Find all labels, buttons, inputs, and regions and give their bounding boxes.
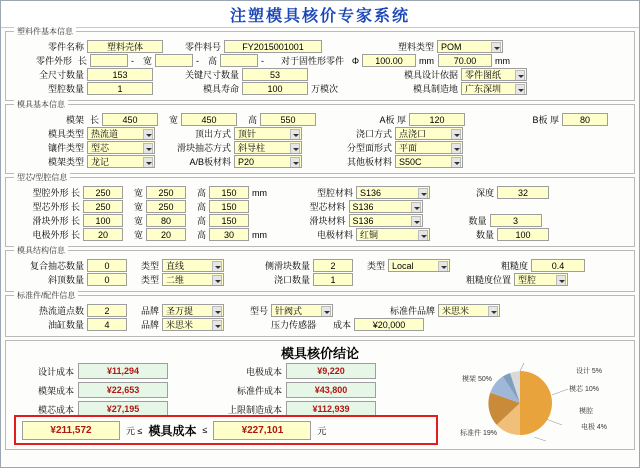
slider-width-field[interactable]: 80 xyxy=(146,214,186,227)
final-cost-low-unit: 元 ≤ xyxy=(126,425,143,436)
other-material-label: 其他板材料 xyxy=(346,157,392,167)
size-length-field[interactable] xyxy=(90,54,128,67)
plastic-type-value: POM xyxy=(441,42,462,52)
part-size-label: 零件外形 xyxy=(35,56,72,66)
row-cavity-size xyxy=(10,186,630,199)
core-height-field[interactable]: 150 xyxy=(209,200,249,213)
chevron-down-icon[interactable] xyxy=(212,261,222,272)
chevron-down-icon[interactable] xyxy=(418,230,428,241)
upper-manufacturing-cost-label: 上限制造成本 xyxy=(227,404,282,415)
chevron-down-icon[interactable] xyxy=(290,157,300,168)
plastic-type-label: 塑料类型 xyxy=(397,42,434,52)
plate-a-field[interactable]: 120 xyxy=(409,113,465,126)
diameter-symbol-label: Φ xyxy=(351,55,359,66)
slider-material-value: S136 xyxy=(352,216,374,226)
diameter-field[interactable]: 100.00 xyxy=(362,54,416,67)
design-cost-label: 设计成本 xyxy=(37,366,74,377)
parting-select[interactable] xyxy=(395,141,463,154)
side-core-field[interactable]: 2 xyxy=(313,259,353,272)
key-qty-label: 关键尺寸数量 xyxy=(184,70,239,80)
roughness-position-label: 粗糙度位置 xyxy=(465,275,511,285)
electrode-cost-label: 电极成本 xyxy=(245,366,282,377)
eject-select[interactable] xyxy=(234,127,302,140)
ab-material-select[interactable] xyxy=(234,155,302,168)
pie-label-electrode: 电极 4% xyxy=(580,424,608,431)
diameter-unit: mm xyxy=(419,55,434,66)
mold-base-length-label: 长 xyxy=(89,115,99,125)
mold-base-width-label: 宽 xyxy=(168,115,178,125)
mold-base-height-label: 高 xyxy=(247,115,257,125)
conclusion-panel xyxy=(5,340,635,450)
side-core-type-label: 类型 xyxy=(366,261,385,271)
gate-type-label: 浇口方式 xyxy=(355,129,392,139)
price-basis-label: 模具设计依据 xyxy=(403,70,458,80)
chevron-down-icon[interactable] xyxy=(515,70,525,81)
cost-breakdown-grid xyxy=(12,363,412,420)
electrode-width-label: 宽 xyxy=(133,230,143,240)
mold-type-value: 热流道 xyxy=(91,129,119,139)
cavity-depth-field[interactable]: 32 xyxy=(497,186,549,199)
cylinder-field[interactable]: 4 xyxy=(87,318,127,331)
plate-b-label: B板 厚 xyxy=(532,115,559,125)
origin-label: 模具制造地 xyxy=(413,84,459,94)
slider-method-value: 斜导柱 xyxy=(238,143,266,153)
standard-parts-cost-label: 标准件成本 xyxy=(236,385,282,396)
electrode-height-label: 高 xyxy=(196,230,206,240)
incline-type-select[interactable] xyxy=(162,273,224,286)
ab-material-value: P20 xyxy=(238,157,255,167)
origin-value: 广东深圳 xyxy=(465,84,502,94)
mold-base-length-field[interactable]: 450 xyxy=(102,113,158,126)
chevron-down-icon[interactable] xyxy=(411,216,421,227)
eject-value: 顶针 xyxy=(238,129,257,139)
slider-width-label: 宽 xyxy=(133,216,143,226)
size-height-label: 高 xyxy=(207,56,217,66)
multi-core-type-value: 直线 xyxy=(166,261,185,271)
rotational-height-field[interactable]: 70.00 xyxy=(438,54,492,67)
size-length-label: 长 xyxy=(77,56,87,66)
chevron-down-icon[interactable] xyxy=(451,157,461,168)
electrode-material-label: 电极材料 xyxy=(316,230,353,240)
cavity-count-label: 型腔数量 xyxy=(47,84,84,94)
mold-life-label: 模具寿命 xyxy=(202,84,239,94)
chevron-down-icon[interactable] xyxy=(418,188,428,199)
group-legend-cavity-core: 型芯/型腔信息 xyxy=(14,172,70,183)
chevron-down-icon[interactable] xyxy=(451,129,461,140)
row-insert-type xyxy=(10,141,630,154)
rotational-part-label: 对于固性形零件 xyxy=(280,56,344,66)
mold-type-select[interactable] xyxy=(87,127,155,140)
sensor-cost-field[interactable]: ¥20,000 xyxy=(354,318,424,331)
row-part-name xyxy=(10,40,630,53)
cavity-height-label: 高 xyxy=(196,188,206,198)
mold-life-field[interactable]: 100 xyxy=(242,82,308,95)
slider-method-select[interactable] xyxy=(234,141,302,154)
upper-manufacturing-cost-value: ¥112,939 xyxy=(286,401,376,417)
hot-runner-model-select[interactable] xyxy=(271,304,333,317)
design-cost-value: ¥11,294 xyxy=(78,363,168,379)
side-core-type-value: Local xyxy=(392,261,414,271)
insert-type-select[interactable] xyxy=(87,141,155,154)
pie-chart-svg xyxy=(434,359,630,445)
gate-count-field[interactable]: 1 xyxy=(313,273,353,286)
cylinder-brand-select[interactable] xyxy=(162,318,224,331)
conclusion-title: 模具核价结论 xyxy=(280,346,359,361)
slider-method-label: 滑块抽芯方式 xyxy=(176,143,231,153)
core-width-label: 宽 xyxy=(133,202,143,212)
group-cavity-core-info xyxy=(5,173,635,247)
final-cost-high-unit: 元 xyxy=(317,425,327,436)
slider-qty-label: 数量 xyxy=(468,216,487,226)
sensor-label: 压力传感器 xyxy=(270,320,316,330)
cavity-size-unit: mm xyxy=(252,187,267,198)
core-width-field[interactable]: 250 xyxy=(146,200,186,213)
chevron-down-icon[interactable] xyxy=(290,129,300,140)
group-legend-structure: 模具结构信息 xyxy=(14,245,68,256)
incline-type-label: 类型 xyxy=(140,275,159,285)
electrode-size-label: 电极外形 长 xyxy=(32,230,80,240)
pie-label-standard: 标准件 19% xyxy=(460,430,497,437)
cavity-material-select[interactable] xyxy=(356,186,430,199)
total-qty-field[interactable]: 153 xyxy=(87,68,153,81)
row-slider-size xyxy=(10,214,630,227)
chevron-down-icon[interactable] xyxy=(491,42,501,53)
incline-label: 斜顶数量 xyxy=(47,275,84,285)
slider-qty-field[interactable]: 3 xyxy=(490,214,542,227)
frame-type-select[interactable] xyxy=(87,155,155,168)
part-no-field[interactable]: FY2015001001 xyxy=(224,40,322,53)
title-bar xyxy=(1,1,639,28)
row-cavity-life xyxy=(10,82,630,95)
row-part-size: 零件外形 长 - 宽 - 高 - 对于固性形零件 Φ 100.00 mm 70.00 mm xyxy=(10,54,630,67)
roughness-label: 粗糙度 xyxy=(500,261,528,271)
hot-runner-label: 热流道点数 xyxy=(38,306,84,316)
mold-base-width-field[interactable]: 450 xyxy=(181,113,237,126)
hot-runner-brand-value: 圣万提 xyxy=(166,306,194,316)
size-width-label: 宽 xyxy=(142,56,152,66)
electrode-width-field[interactable]: 20 xyxy=(146,228,186,241)
electrode-height-field[interactable]: 30 xyxy=(209,228,249,241)
electrode-cost-value: ¥9,220 xyxy=(286,363,376,379)
cavity-width-label: 宽 xyxy=(133,188,143,198)
row-hot-runner xyxy=(10,304,630,317)
size-height-field[interactable] xyxy=(220,54,258,67)
cavity-width-field[interactable]: 250 xyxy=(146,186,186,199)
core-material-select[interactable] xyxy=(349,200,423,213)
mold-base-label: 模架 xyxy=(65,115,84,125)
frame-type-value: 龙记 xyxy=(91,157,110,167)
hot-runner-model-label: 型号 xyxy=(249,306,268,316)
slider-height-label: 高 xyxy=(196,216,206,226)
parting-label: 分型面形式 xyxy=(346,143,392,153)
incline-type-value: 二维 xyxy=(166,275,185,285)
group-mold-structure-info xyxy=(5,246,635,292)
core-cost-value: ¥27,195 xyxy=(78,401,168,417)
other-material-select[interactable] xyxy=(395,155,463,168)
incline-field[interactable]: 0 xyxy=(87,273,127,286)
group-standard-parts-info xyxy=(5,291,635,337)
roughness-position-select[interactable] xyxy=(514,273,568,286)
row-frame-type xyxy=(10,155,630,168)
group-legend-part-basic: 塑料件基本信息 xyxy=(14,26,76,37)
row-dimension-counts xyxy=(10,68,630,81)
electrode-size-unit: mm xyxy=(252,229,267,240)
chevron-down-icon[interactable] xyxy=(451,143,461,154)
multi-core-label: 复合抽芯数量 xyxy=(29,261,84,271)
hot-runner-brand-label: 品牌 xyxy=(140,306,159,316)
plate-b-field[interactable]: 80 xyxy=(562,113,608,126)
group-legend-standard-parts: 标准件/配件信息 xyxy=(14,290,78,301)
rotational-height-unit: mm xyxy=(495,55,510,66)
cost-row xyxy=(12,382,412,398)
cost-distribution-pie-chart xyxy=(434,359,630,445)
cylinder-brand-label: 品牌 xyxy=(140,320,159,330)
ab-material-label: A/B板材料 xyxy=(189,157,231,167)
row-multi-core xyxy=(10,259,630,272)
pie-label-cavity: 模腔 xyxy=(579,408,593,415)
slider-size-label: 滑块外形 长 xyxy=(32,216,80,226)
gate-type-value: 点浇口 xyxy=(399,129,427,139)
side-core-label: 侧滑块数量 xyxy=(264,261,310,271)
final-cost-low: ¥211,572 xyxy=(22,421,120,440)
pie-label-design: 设计 5% xyxy=(575,368,603,375)
key-qty-field[interactable]: 53 xyxy=(242,68,308,81)
slider-length-field[interactable]: 100 xyxy=(83,214,123,227)
pie-slice-moldbase xyxy=(520,371,552,435)
price-basis-select[interactable] xyxy=(461,68,527,81)
price-basis-value: 零件图纸 xyxy=(465,70,502,80)
insert-type-value: 型芯 xyxy=(91,143,110,153)
eject-label: 顶出方式 xyxy=(194,129,231,139)
origin-select[interactable] xyxy=(461,82,527,95)
core-height-label: 高 xyxy=(196,202,206,212)
row-mold-type xyxy=(10,127,630,140)
chevron-down-icon[interactable] xyxy=(411,202,421,213)
group-legend-mold-basic: 模具基本信息 xyxy=(14,99,68,110)
electrode-length-field[interactable]: 20 xyxy=(83,228,123,241)
mold-base-height-field[interactable]: 550 xyxy=(260,113,316,126)
sensor-cost-label: 成本 xyxy=(332,320,351,330)
hot-runner-model-value: 针阀式 xyxy=(275,306,303,316)
plate-a-label: A板 厚 xyxy=(379,115,406,125)
std-brand-select[interactable] xyxy=(438,304,500,317)
pie-slices xyxy=(488,371,552,435)
row-electrode-size xyxy=(10,228,630,241)
size-width-field[interactable] xyxy=(155,54,193,67)
cavity-depth-label: 深度 xyxy=(475,188,494,198)
gate-count-label: 浇口数量 xyxy=(273,275,310,285)
electrode-qty-label: 数量 xyxy=(475,230,494,240)
row-cylinder xyxy=(10,318,630,331)
pie-label-core: 模芯 10% xyxy=(569,386,599,393)
chevron-down-icon[interactable] xyxy=(556,275,566,286)
chevron-down-icon[interactable] xyxy=(515,84,525,95)
core-length-field[interactable]: 250 xyxy=(83,200,123,213)
final-cost-label: 模具成本 xyxy=(148,423,197,438)
std-brand-label: 标准件品牌 xyxy=(389,306,435,316)
cavity-material-label: 型腔材料 xyxy=(316,188,353,198)
row-core-size xyxy=(10,200,630,213)
roughness-field[interactable]: 0.4 xyxy=(531,259,585,272)
chevron-down-icon[interactable] xyxy=(212,320,222,331)
mold-type-label: 模具类型 xyxy=(47,129,84,139)
cavity-length-field[interactable]: 250 xyxy=(83,186,123,199)
std-brand-value: 米思米 xyxy=(442,306,470,316)
plastic-type-select[interactable] xyxy=(437,40,503,53)
part-no-label: 零件料号 xyxy=(184,42,221,52)
cylinder-label: 油缸数量 xyxy=(47,320,84,330)
cost-row xyxy=(12,363,412,379)
slider-material-label: 滑块材料 xyxy=(309,216,346,226)
chevron-down-icon[interactable] xyxy=(212,275,222,286)
cavity-height-field[interactable]: 150 xyxy=(209,186,249,199)
roughness-position-value: 型腔 xyxy=(518,275,537,285)
electrode-qty-field[interactable]: 100 xyxy=(497,228,549,241)
row-mold-base-size xyxy=(10,113,630,126)
core-size-label: 型芯外形 长 xyxy=(32,202,80,212)
final-cost-high: ¥227,101 xyxy=(213,421,311,440)
chevron-down-icon[interactable] xyxy=(143,129,153,140)
part-name-field[interactable]: 塑料壳体 xyxy=(87,40,163,53)
core-material-value: S136 xyxy=(352,202,374,212)
final-cost-high-operator: ≤ xyxy=(202,425,208,435)
core-material-label: 型芯材料 xyxy=(309,202,346,212)
multi-core-field[interactable]: 0 xyxy=(87,259,127,272)
cavity-count-field[interactable]: 1 xyxy=(87,82,153,95)
mold-life-unit: 万模次 xyxy=(311,84,339,94)
electrode-material-value: 红铜 xyxy=(360,230,379,240)
mold-base-cost-label: 模架成本 xyxy=(37,385,74,396)
slider-material-select[interactable] xyxy=(349,214,423,227)
part-name-label: 零件名称 xyxy=(47,42,84,52)
group-part-basic-info xyxy=(5,27,635,101)
multi-core-type-select[interactable] xyxy=(162,259,224,272)
other-material-value: S50C xyxy=(399,157,422,167)
frame-type-label: 模架类型 xyxy=(47,157,84,167)
multi-core-type-label: 类型 xyxy=(140,261,159,271)
chevron-down-icon[interactable] xyxy=(290,143,300,154)
parting-value: 平面 xyxy=(399,143,418,153)
chevron-down-icon[interactable] xyxy=(143,157,153,168)
chevron-down-icon[interactable] xyxy=(488,306,498,317)
electrode-material-select[interactable] xyxy=(356,228,430,241)
total-qty-label: 全尺寸数量 xyxy=(38,70,84,80)
chevron-down-icon[interactable] xyxy=(143,143,153,154)
app-title: 注塑模具核价专家系统 xyxy=(229,7,410,25)
core-cost-label: 模芯成本 xyxy=(37,404,74,415)
cavity-material-value: S136 xyxy=(360,188,382,198)
pie-label-moldbase: 模架 50% xyxy=(462,376,492,383)
standard-parts-cost-value: ¥43,800 xyxy=(286,382,376,398)
chevron-down-icon[interactable] xyxy=(321,306,331,317)
row-incline-gate xyxy=(10,273,630,286)
mold-base-cost-value: ¥22,653 xyxy=(78,382,168,398)
hot-runner-field[interactable]: 2 xyxy=(87,304,127,317)
cavity-size-label: 型腔外形 长 xyxy=(32,188,80,198)
final-cost-range xyxy=(14,415,438,445)
gate-type-select[interactable] xyxy=(395,127,463,140)
side-core-type-select[interactable] xyxy=(388,259,450,272)
slider-height-field[interactable]: 150 xyxy=(209,214,249,227)
group-mold-basic-info xyxy=(5,100,635,174)
insert-type-label: 镶件类型 xyxy=(47,143,84,153)
cylinder-brand-value: 米思米 xyxy=(166,320,194,330)
chevron-down-icon[interactable] xyxy=(438,261,448,272)
hot-runner-brand-select[interactable] xyxy=(162,304,224,317)
chevron-down-icon[interactable] xyxy=(212,306,222,317)
